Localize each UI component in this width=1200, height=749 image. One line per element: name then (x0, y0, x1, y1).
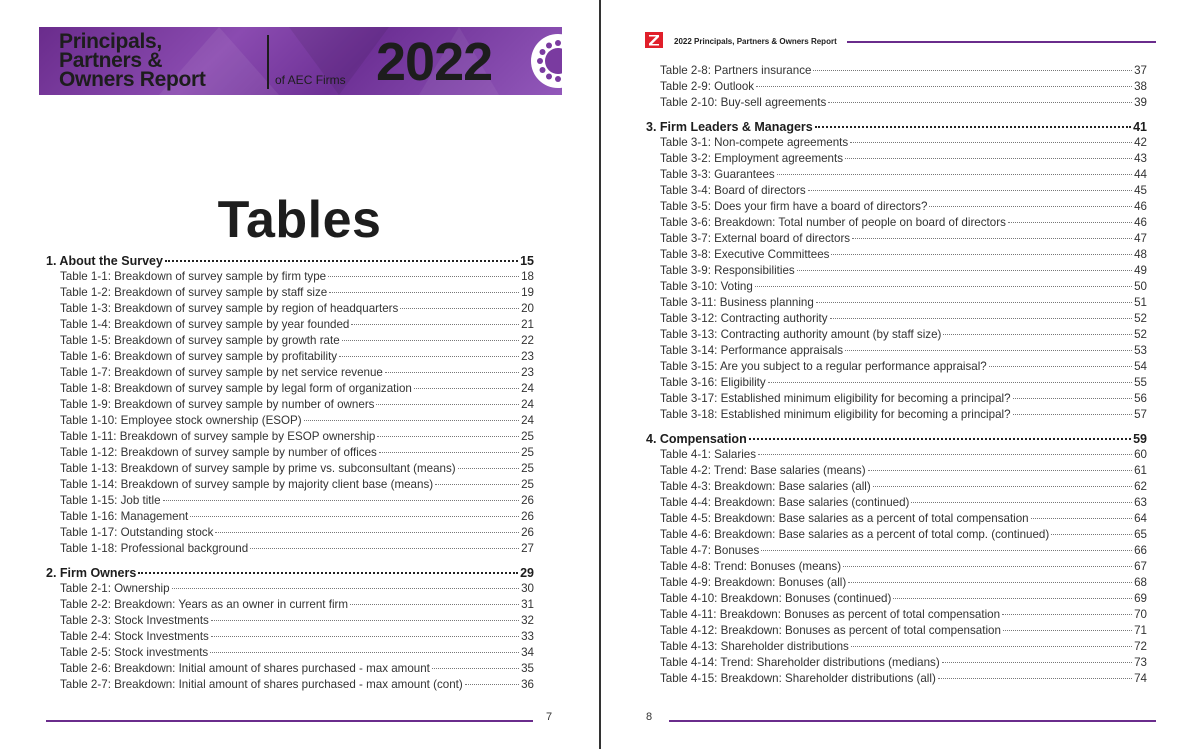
toc-entry-page: 56 (1134, 392, 1147, 405)
toc-leader-dots (1013, 414, 1133, 415)
toc-entry-label: 3. Firm Leaders & Managers (646, 120, 813, 134)
toc-leader-dots (210, 652, 519, 653)
toc-entry-page: 46 (1134, 216, 1147, 229)
toc-leader-dots (848, 582, 1132, 583)
toc-leader-dots (777, 174, 1132, 175)
toc-entry-label: Table 1-8: Breakdown of survey sample by legal form of organization (60, 382, 412, 395)
toc-entry-label: Table 2-7: Breakdown: Initial amount of shares purchased - max amount (cont) (60, 678, 463, 691)
toc-entry[interactable] (46, 413, 534, 429)
toc-leader-dots (211, 620, 519, 621)
toc-leader-dots (329, 292, 519, 293)
toc-entry[interactable] (46, 317, 534, 333)
toc-entry-page: 32 (521, 614, 534, 627)
toc-leader-dots (328, 276, 519, 277)
toc-entry-page: 25 (521, 478, 534, 491)
toc-entry-label: Table 4-12: Breakdown: Bonuses as percent of total compensation (660, 624, 1001, 637)
toc-entry-page: 24 (521, 382, 534, 395)
toc-entry-page: 51 (1134, 296, 1147, 309)
toc-entry-page: 20 (521, 302, 534, 315)
toc-section-heading[interactable] (646, 431, 1147, 447)
toc-entry-page: 27 (521, 542, 534, 555)
toc-entry-page: 33 (521, 630, 534, 643)
toc-leader-dots (758, 454, 1132, 455)
toc-entry[interactable] (646, 495, 1147, 511)
toc-leader-dots (813, 70, 1132, 71)
banner-divider (267, 35, 269, 89)
toc-entry[interactable] (46, 493, 534, 509)
toc-entry[interactable] (646, 135, 1147, 151)
toc-entry-page: 30 (521, 582, 534, 595)
toc-entry-label: Table 1-11: Breakdown of survey sample by ESOP ownership (60, 430, 376, 443)
toc-entry-page: 44 (1134, 168, 1147, 181)
toc-entry-label: Table 3-17: Established minimum eligibility for becoming a principal? (660, 392, 1011, 405)
toc-entry-page: 43 (1134, 152, 1147, 165)
toc-entry-label: Table 1-6: Breakdown of survey sample by profitability (60, 350, 338, 363)
toc-entry-label: Table 3-16: Eligibility (660, 376, 766, 389)
toc-spacer (46, 557, 534, 565)
toc-entry-page: 64 (1134, 512, 1147, 525)
toc-entry-page: 53 (1134, 344, 1147, 357)
toc-leader-dots (165, 260, 518, 262)
toc-entry-page: 35 (521, 662, 534, 675)
toc-entry-page: 18 (521, 270, 534, 283)
toc-entry-page: 52 (1134, 328, 1147, 341)
toc-entry-label: Table 4-7: Bonuses (660, 544, 760, 557)
toc-entry-page: 25 (521, 462, 534, 475)
toc-entry[interactable] (46, 333, 534, 349)
toc-entry-page: 69 (1134, 592, 1147, 605)
toc-entry-label: Table 4-4: Breakdown: Base salaries (continued) (660, 496, 910, 509)
toc-entry-page: 47 (1134, 232, 1147, 245)
toc-entry-label: Table 3-7: External board of directors (660, 232, 851, 245)
toc-entry[interactable] (646, 639, 1147, 655)
toc-entry[interactable] (646, 359, 1147, 375)
toc-entry-page: 37 (1134, 64, 1147, 77)
toc-leader-dots (989, 366, 1132, 367)
toc-entry[interactable] (46, 477, 534, 493)
toc-entry-page: 36 (521, 678, 534, 691)
toc-leader-dots (831, 254, 1132, 255)
toc-entry-label: Table 1-14: Breakdown of survey sample by majority client base (means) (60, 478, 434, 491)
toc-entry[interactable] (46, 397, 534, 413)
toc-entry-label: Table 4-14: Trend: Shareholder distributions (medians) (660, 656, 940, 669)
toc-entry-label: Table 1-15: Job title (60, 494, 161, 507)
toc-entry-label: Table 1-1: Breakdown of survey sample by firm type (60, 270, 327, 283)
toc-entry[interactable] (46, 285, 534, 301)
toc-entry[interactable] (646, 279, 1147, 295)
toc-entry-label: Table 1-3: Breakdown of survey sample by region of headquarters (60, 302, 399, 315)
toc-entry[interactable] (646, 623, 1147, 639)
toc-leader-dots (852, 238, 1132, 239)
toc-entry-page: 31 (521, 598, 534, 611)
toc-entry-label: Table 1-10: Employee stock ownership (ESOP) (60, 414, 302, 427)
toc-entry-label: Table 2-9: Outlook (660, 80, 755, 93)
toc-entry[interactable] (46, 365, 534, 381)
toc-entry-page: 49 (1134, 264, 1147, 277)
toc-entry-page: 24 (521, 414, 534, 427)
circle-of-people-icon (531, 34, 562, 88)
toc-entry-page: 60 (1134, 448, 1147, 461)
toc-entry-page: 73 (1134, 656, 1147, 669)
table-of-contents-right (646, 63, 1147, 687)
toc-entry[interactable] (46, 613, 534, 629)
banner-title-line: Principals, (59, 30, 162, 53)
toc-leader-dots (845, 158, 1132, 159)
toc-entry[interactable] (646, 559, 1147, 575)
toc-entry[interactable] (646, 447, 1147, 463)
toc-entry-label: Table 3-4: Board of directors (660, 184, 806, 197)
toc-entry-label: Table 4-2: Trend: Base salaries (means) (660, 464, 866, 477)
toc-entry-label: Table 3-18: Established minimum eligibility for becoming a principal? (660, 408, 1011, 421)
toc-leader-dots (797, 270, 1132, 271)
toc-entry-page: 21 (521, 318, 534, 331)
toc-entry-label: Table 2-1: Ownership (60, 582, 170, 595)
toc-leader-dots (868, 470, 1133, 471)
footer-rule (46, 720, 533, 722)
toc-entry-page: 54 (1134, 360, 1147, 373)
toc-leader-dots (1031, 518, 1132, 519)
toc-leader-dots (1051, 534, 1132, 535)
table-of-contents-left (46, 253, 534, 693)
banner-title-line: Owners Report (59, 68, 206, 91)
toc-section-heading[interactable] (46, 565, 534, 581)
toc-entry[interactable] (646, 655, 1147, 671)
banner-title (59, 32, 229, 89)
toc-entry-label: Table 4-13: Shareholder distributions (660, 640, 849, 653)
toc-leader-dots (304, 420, 519, 421)
toc-leader-dots (845, 350, 1132, 351)
toc-entry-label: Table 2-10: Buy-sell agreements (660, 96, 827, 109)
toc-leader-dots (351, 324, 519, 325)
toc-leader-dots (929, 206, 1132, 207)
toc-leader-dots (339, 356, 519, 357)
toc-leader-dots (850, 142, 1132, 143)
toc-entry-label: Table 4-8: Trend: Bonuses (means) (660, 560, 842, 573)
toc-entry-label: 2. Firm Owners (46, 566, 137, 580)
toc-entry-label: Table 2-3: Stock Investments (60, 614, 209, 627)
toc-entry-label: 1. About the Survey (46, 254, 163, 268)
toc-leader-dots (755, 286, 1132, 287)
toc-entry[interactable] (646, 215, 1147, 231)
toc-entry-label: Table 2-4: Stock Investments (60, 630, 209, 643)
toc-entry-page: 38 (1134, 80, 1147, 93)
toc-entry[interactable] (46, 349, 534, 365)
toc-entry[interactable] (46, 429, 534, 445)
toc-entry[interactable] (646, 231, 1147, 247)
toc-entry[interactable] (646, 375, 1147, 391)
toc-entry-label: Table 3-13: Contracting authority amount (by staff size) (660, 328, 942, 341)
footer-rule (669, 720, 1156, 722)
toc-entry[interactable] (646, 79, 1147, 95)
toc-entry[interactable] (646, 591, 1147, 607)
toc-entry-page: 59 (1133, 432, 1147, 446)
toc-entry-label: Table 3-3: Guarantees (660, 168, 775, 181)
toc-entry-page: 48 (1134, 248, 1147, 261)
toc-entry-page: 29 (520, 566, 534, 580)
toc-entry-label: Table 3-14: Performance appraisals (660, 344, 844, 357)
toc-entry-page: 55 (1134, 376, 1147, 389)
toc-leader-dots (943, 334, 1132, 335)
toc-leader-dots (400, 308, 519, 309)
toc-entry-label: Table 1-18: Professional background (60, 542, 249, 555)
toc-entry-page: 46 (1134, 200, 1147, 213)
toc-entry-page: 62 (1134, 480, 1147, 493)
toc-entry-label: Table 3-11: Business planning (660, 296, 814, 309)
toc-leader-dots (376, 404, 519, 405)
running-header: 2022 Principals, Partners & Owners Report (674, 37, 837, 46)
toc-leader-dots (350, 604, 519, 605)
toc-entry[interactable] (646, 151, 1147, 167)
toc-leader-dots (342, 340, 519, 341)
toc-leader-dots (942, 662, 1132, 663)
toc-leader-dots (163, 500, 520, 501)
toc-leader-dots (465, 684, 519, 685)
toc-spacer (646, 111, 1147, 119)
toc-entry-label: Table 4-9: Breakdown: Bonuses (all) (660, 576, 847, 589)
toc-entry[interactable] (46, 661, 534, 677)
toc-leader-dots (830, 318, 1133, 319)
toc-entry[interactable] (646, 391, 1147, 407)
toc-entry-page: 23 (521, 350, 534, 363)
toc-entry-page: 23 (521, 366, 534, 379)
toc-entry[interactable] (646, 263, 1147, 279)
toc-entry[interactable] (646, 327, 1147, 343)
zweig-z-logo-icon (645, 32, 663, 48)
toc-entry-page: 45 (1134, 184, 1147, 197)
toc-entry-label: Table 3-6: Breakdown: Total number of people on board of directors (660, 216, 1006, 229)
toc-entry-label: Table 4-6: Breakdown: Base salaries as a percent of total comp. (continued) (660, 528, 1050, 541)
toc-leader-dots (1013, 398, 1133, 399)
page-number: 7 (546, 711, 553, 723)
toc-entry-label: Table 3-2: Employment agreements (660, 152, 844, 165)
toc-entry[interactable] (46, 445, 534, 461)
toc-entry-label: Table 3-8: Executive Committees (660, 248, 830, 261)
toc-entry[interactable] (646, 407, 1147, 423)
toc-entry[interactable] (646, 295, 1147, 311)
toc-entry-label: Table 4-3: Breakdown: Base salaries (all) (660, 480, 871, 493)
toc-entry-page: 26 (521, 494, 534, 507)
toc-entry-label: Table 2-5: Stock investments (60, 646, 209, 659)
toc-entry-page: 41 (1133, 120, 1147, 134)
toc-entry-label: Table 1-5: Breakdown of survey sample by growth rate (60, 334, 340, 347)
toc-entry-page: 42 (1134, 136, 1147, 149)
banner-subtitle: of AEC Firms (275, 73, 346, 87)
toc-leader-dots (215, 532, 519, 533)
toc-leader-dots (435, 484, 519, 485)
toc-entry-page: 57 (1134, 408, 1147, 421)
toc-entry[interactable] (646, 343, 1147, 359)
toc-entry-label: Table 3-15: Are you subject to a regular performance appraisal? (660, 360, 987, 373)
toc-leader-dots (250, 548, 519, 549)
toc-leader-dots (808, 190, 1132, 191)
toc-entry-page: 26 (521, 526, 534, 539)
toc-entry[interactable] (46, 525, 534, 541)
toc-leader-dots (1002, 614, 1132, 615)
toc-entry[interactable] (646, 183, 1147, 199)
toc-entry[interactable] (646, 167, 1147, 183)
toc-entry[interactable] (46, 677, 534, 693)
toc-entry[interactable] (46, 509, 534, 525)
toc-entry-label: Table 3-10: Voting (660, 280, 753, 293)
toc-leader-dots (379, 452, 519, 453)
toc-entry[interactable] (46, 581, 534, 597)
toc-entry-label: Table 1-9: Breakdown of survey sample by number of owners (60, 398, 375, 411)
toc-entry-page: 52 (1134, 312, 1147, 325)
toc-entry-label: Table 1-13: Breakdown of survey sample by prime vs. subconsultant (means) (60, 462, 456, 475)
toc-entry-page: 19 (521, 286, 534, 299)
toc-leader-dots (851, 646, 1132, 647)
toc-leader-dots (138, 572, 518, 574)
report-banner (39, 27, 562, 95)
toc-entry-page: 22 (521, 334, 534, 347)
toc-entry-label: Table 3-9: Responsibilities (660, 264, 795, 277)
toc-entry-label: Table 4-11: Breakdown: Bonuses as percent of total compensation (660, 608, 1001, 621)
toc-leader-dots (458, 468, 519, 469)
toc-entry-label: Table 1-7: Breakdown of survey sample by net service revenue (60, 366, 383, 379)
toc-entry-label: Table 1-4: Breakdown of survey sample by year founded (60, 318, 350, 331)
toc-entry-page: 25 (521, 430, 534, 443)
toc-leader-dots (211, 636, 519, 637)
toc-leader-dots (938, 678, 1132, 679)
toc-entry[interactable] (46, 645, 534, 661)
toc-entry-page: 63 (1134, 496, 1147, 509)
page-title: Tables (217, 191, 382, 249)
toc-entry-page: 15 (520, 254, 534, 268)
toc-entry-page: 65 (1134, 528, 1147, 541)
toc-entry[interactable] (646, 199, 1147, 215)
header-rule (847, 41, 1156, 43)
toc-entry-label: Table 4-15: Breakdown: Shareholder distributions (all) (660, 672, 936, 685)
toc-entry-page: 61 (1134, 464, 1147, 477)
toc-entry-page: 25 (521, 446, 534, 459)
toc-entry-page: 39 (1134, 96, 1147, 109)
toc-leader-dots (1003, 630, 1132, 631)
toc-leader-dots (843, 566, 1132, 567)
toc-spacer (646, 423, 1147, 431)
toc-entry[interactable] (46, 629, 534, 645)
toc-entry-label: Table 4-10: Breakdown: Bonuses (continued) (660, 592, 892, 605)
toc-entry-label: Table 3-1: Non-compete agreements (660, 136, 849, 149)
toc-leader-dots (1008, 222, 1132, 223)
toc-section-heading[interactable] (46, 253, 534, 269)
toc-entry-page: 50 (1134, 280, 1147, 293)
toc-leader-dots (828, 102, 1132, 103)
toc-leader-dots (893, 598, 1132, 599)
toc-leader-dots (911, 502, 1132, 503)
toc-entry-label: Table 3-5: Does your firm have a board of directors? (660, 200, 928, 213)
page-number: 8 (646, 711, 653, 723)
toc-entry-page: 68 (1134, 576, 1147, 589)
toc-entry-page: 71 (1134, 624, 1147, 637)
toc-leader-dots (749, 438, 1131, 440)
toc-entry[interactable] (646, 671, 1147, 687)
toc-entry-page: 70 (1134, 608, 1147, 621)
toc-leader-dots (768, 382, 1132, 383)
toc-section-heading[interactable] (646, 119, 1147, 135)
banner-title-line: Partners & (59, 49, 163, 72)
toc-entry-label: Table 1-17: Outstanding stock (60, 526, 214, 539)
toc-entry-label: Table 1-2: Breakdown of survey sample by staff size (60, 286, 328, 299)
toc-entry-label: Table 3-12: Contracting authority (660, 312, 828, 325)
toc-entry[interactable] (46, 381, 534, 397)
toc-entry-page: 24 (521, 398, 534, 411)
toc-leader-dots (385, 372, 519, 373)
toc-entry[interactable] (646, 527, 1147, 543)
toc-entry[interactable] (46, 269, 534, 285)
toc-leader-dots (873, 486, 1132, 487)
toc-leader-dots (432, 668, 519, 669)
toc-leader-dots (172, 588, 520, 589)
toc-entry-label: 4. Compensation (646, 432, 747, 446)
toc-entry[interactable] (46, 597, 534, 613)
toc-entry-label: Table 2-6: Breakdown: Initial amount of shares purchased - max amount (60, 662, 430, 675)
toc-leader-dots (414, 388, 519, 389)
toc-leader-dots (816, 302, 1132, 303)
toc-entry-page: 67 (1134, 560, 1147, 573)
toc-entry-label: Table 4-5: Breakdown: Base salaries as a percent of total compensation (660, 512, 1029, 525)
toc-leader-dots (761, 550, 1132, 551)
toc-entry-page: 66 (1134, 544, 1147, 557)
toc-entry[interactable] (646, 479, 1147, 495)
toc-entry-page: 72 (1134, 640, 1147, 653)
toc-entry[interactable] (646, 543, 1147, 559)
toc-entry[interactable] (646, 95, 1147, 111)
toc-entry[interactable] (646, 575, 1147, 591)
toc-entry-label: Table 2-8: Partners insurance (660, 64, 812, 77)
toc-entry[interactable] (646, 511, 1147, 527)
toc-entry-page: 34 (521, 646, 534, 659)
toc-entry[interactable] (46, 461, 534, 477)
toc-leader-dots (756, 86, 1132, 87)
toc-entry[interactable] (46, 541, 534, 557)
toc-entry-label: Table 1-16: Management (60, 510, 189, 523)
toc-entry-label: Table 2-2: Breakdown: Years as an owner in current firm (60, 598, 349, 611)
toc-entry-label: Table 1-12: Breakdown of survey sample by number of offices (60, 446, 377, 459)
toc-entry-page: 74 (1134, 672, 1147, 685)
toc-entry[interactable] (46, 301, 534, 317)
toc-leader-dots (190, 516, 519, 517)
toc-entry[interactable] (646, 247, 1147, 263)
toc-entry[interactable] (646, 63, 1147, 79)
toc-entry[interactable] (646, 463, 1147, 479)
toc-leader-dots (377, 436, 519, 437)
toc-leader-dots (815, 126, 1131, 128)
banner-year: 2022 (376, 32, 493, 92)
toc-entry[interactable] (646, 311, 1147, 327)
toc-entry[interactable] (646, 607, 1147, 623)
toc-entry-page: 26 (521, 510, 534, 523)
toc-entry-label: Table 4-1: Salaries (660, 448, 757, 461)
